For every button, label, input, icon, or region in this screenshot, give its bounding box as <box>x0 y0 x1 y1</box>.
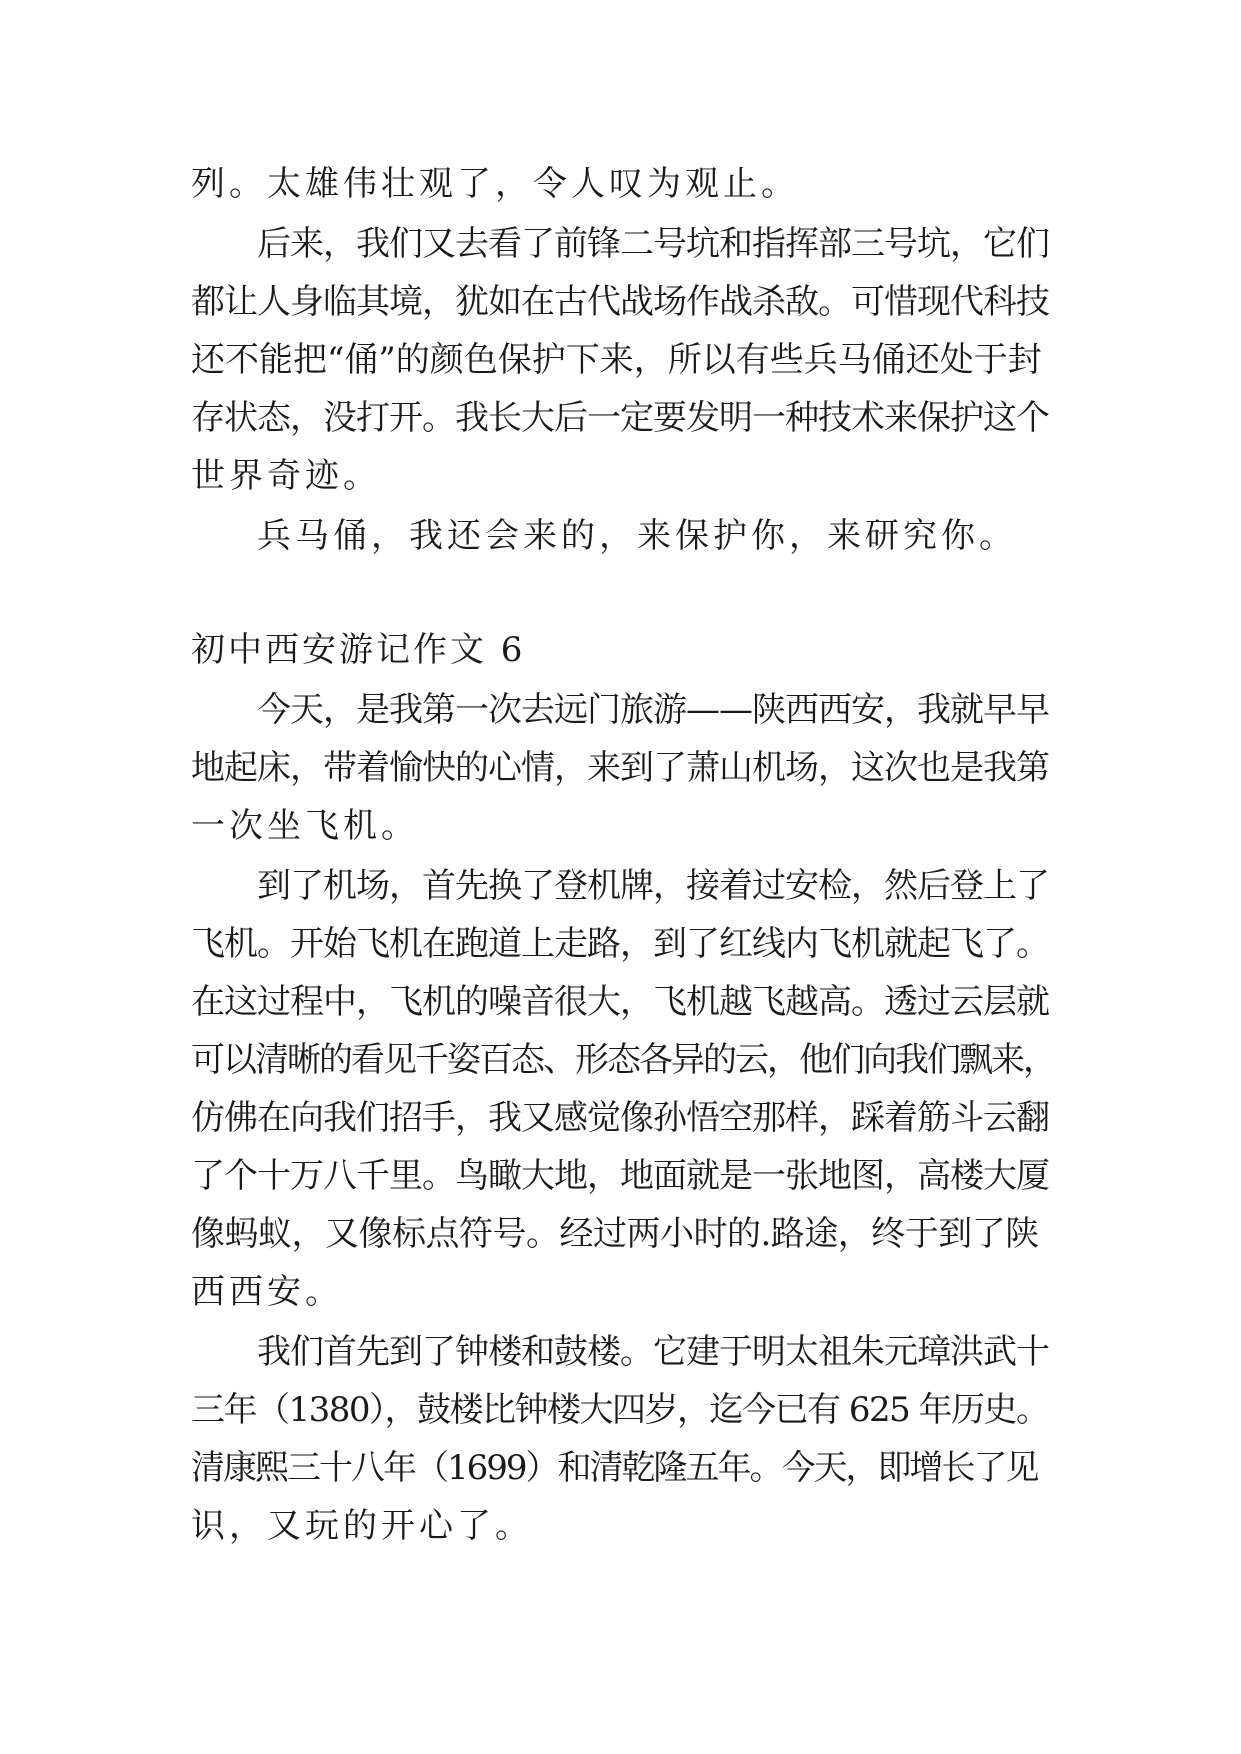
text-line: 一次坐飞机。 <box>191 806 419 846</box>
text-line: 像蚂蚁，又像标点符号。经过两小时的.路途，终于到了陕 <box>191 1214 1039 1254</box>
paragraph-first-line: 后来，我们又去看了前锋二号坑和指挥部三号坑，它们 <box>257 224 1049 264</box>
paragraph-first-line: 今天，是我第一次去远门旅游——陕西西安，我就早早 <box>257 690 1049 730</box>
text-line: 地起床，带着愉快的心情，来到了萧山机场，这次也是我第 <box>191 748 1049 788</box>
text-line: 识，又玩的开心了。 <box>191 1506 533 1546</box>
text-line: 存状态，没打开。我长大后一定要发明一种技术来保护这个 <box>191 398 1049 438</box>
text-line: 还不能把“俑”的颜色保护下来，所以有些兵马俑还处于封 <box>191 340 1042 380</box>
text-line: 了个十万八千里。鸟瞰大地，地面就是一张地图，高楼大厦 <box>191 1156 1049 1196</box>
text-line: 可以清晰的看见千姿百态、形态各异的云，他们向我们飘来， <box>191 1040 1055 1080</box>
text-line: 都让人身临其境，犹如在古代战场作战杀敌。可惜现代科技 <box>191 282 1049 322</box>
section-title: 初中西安游记作文 6 <box>191 630 526 670</box>
text-line: 在这过程中，飞机的噪音很大，飞机越飞越高。透过云层就 <box>191 982 1049 1022</box>
text-line: 世界奇迹。 <box>191 456 381 496</box>
text-line: 西西安。 <box>191 1272 343 1312</box>
text-line: 三年（1380），鼓楼比钟楼大四岁，迄今已有 625 年历史。 <box>191 1390 1049 1430</box>
text-line: 飞机。开始飞机在跑道上走路，到了红线内飞机就起飞了。 <box>191 924 1049 964</box>
paragraph-first-line: 兵马俑，我还会来的，来保护你，来研究你。 <box>257 516 1017 556</box>
text-line: 列。太雄伟壮观了，令人叹为观止。 <box>191 164 799 204</box>
paragraph-first-line: 到了机场，首先换了登机牌，接着过安检，然后登上了 <box>257 866 1049 906</box>
text-line: 清康熙三十八年（1699）和清乾隆五年。今天，即增长了见 <box>191 1448 1038 1488</box>
text-line: 仿佛在向我们招手，我又感觉像孙悟空那样，踩着筋斗云翻 <box>191 1098 1049 1138</box>
paragraph-first-line: 我们首先到了钟楼和鼓楼。它建于明太祖朱元璋洪武十 <box>257 1332 1049 1372</box>
